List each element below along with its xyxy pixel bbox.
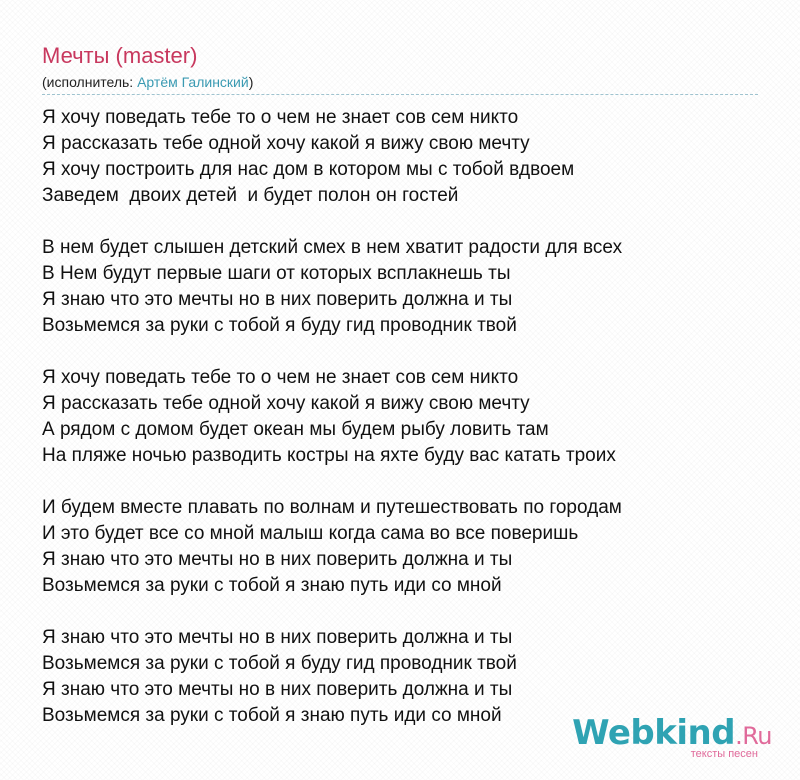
artist-suffix: ) <box>248 74 254 90</box>
lyric-line: А рядом с домом будет океан мы будем рыбу ловить там <box>42 419 549 440</box>
song-title: Мечты (master) <box>42 43 198 68</box>
lyric-line: И это будет все со мной малыш когда сама во все поверишь <box>42 523 579 544</box>
lyric-blank-line <box>42 209 758 235</box>
lyric-line: В Нем будут первые шаги от которых всплакнешь ты <box>42 263 511 284</box>
lyric-line: Возьмемся за руки с тобой я буду гид проводник твой <box>42 653 517 674</box>
lyric-line: Я хочу поведать тебе то о чем не знает сов сем никто <box>42 367 519 388</box>
lyric-line: Возьмемся за руки с тобой я знаю путь иди со мной <box>42 705 502 726</box>
artist-link[interactable]: Артём Галинский <box>137 74 249 90</box>
lyric-line: Возьмемся за руки с тобой я знаю путь иди со мной <box>42 575 502 596</box>
lyric-blank-line <box>42 599 758 625</box>
lyric-line: Я рассказать тебе одной хочу какой я вижу свою мечту <box>42 133 530 154</box>
lyric-blank-line <box>42 469 758 495</box>
song-header <box>42 42 758 95</box>
lyric-line: На пляже ночью разводить костры на яхте буду вас катать троих <box>42 445 616 466</box>
lyric-line: Возьмемся за руки с тобой я буду гид проводник твой <box>42 315 517 336</box>
lyric-line: В нем будет слышен детский смех в нем хватит радости для всех <box>42 237 623 258</box>
logo-tld: .Ru <box>735 722 772 750</box>
lyric-line: Я хочу поведать тебе то о чем не знает сов сем никто <box>42 107 519 128</box>
site-logo[interactable] <box>572 713 772 760</box>
artist-prefix: (исполнитель: <box>42 74 138 90</box>
lyric-line: И будем вместе плавать по волнам и путешествовать по городам <box>42 497 622 518</box>
lyric-blank-line <box>42 339 758 365</box>
artist-line <box>42 72 758 95</box>
lyric-line: Заведем двоих детей и будет полон он гостей <box>42 185 459 206</box>
logo-tagline: тексты песен <box>690 748 758 760</box>
lyric-line: Я хочу построить для нас дом в котором мы с тобой вдвоем <box>42 159 575 180</box>
lyric-line: Я знаю что это мечты но в них поверить должна и ты <box>42 627 513 648</box>
lyric-line: Я знаю что это мечты но в них поверить должна и ты <box>42 289 513 310</box>
lyric-line: Я знаю что это мечты но в них поверить должна и ты <box>42 679 513 700</box>
lyric-line: Я знаю что это мечты но в них поверить должна и ты <box>42 549 513 570</box>
logo-name: Webkind <box>572 713 736 753</box>
lyric-line: Я рассказать тебе одной хочу какой я вижу свою мечту <box>42 393 530 414</box>
lyrics-block <box>42 105 758 729</box>
